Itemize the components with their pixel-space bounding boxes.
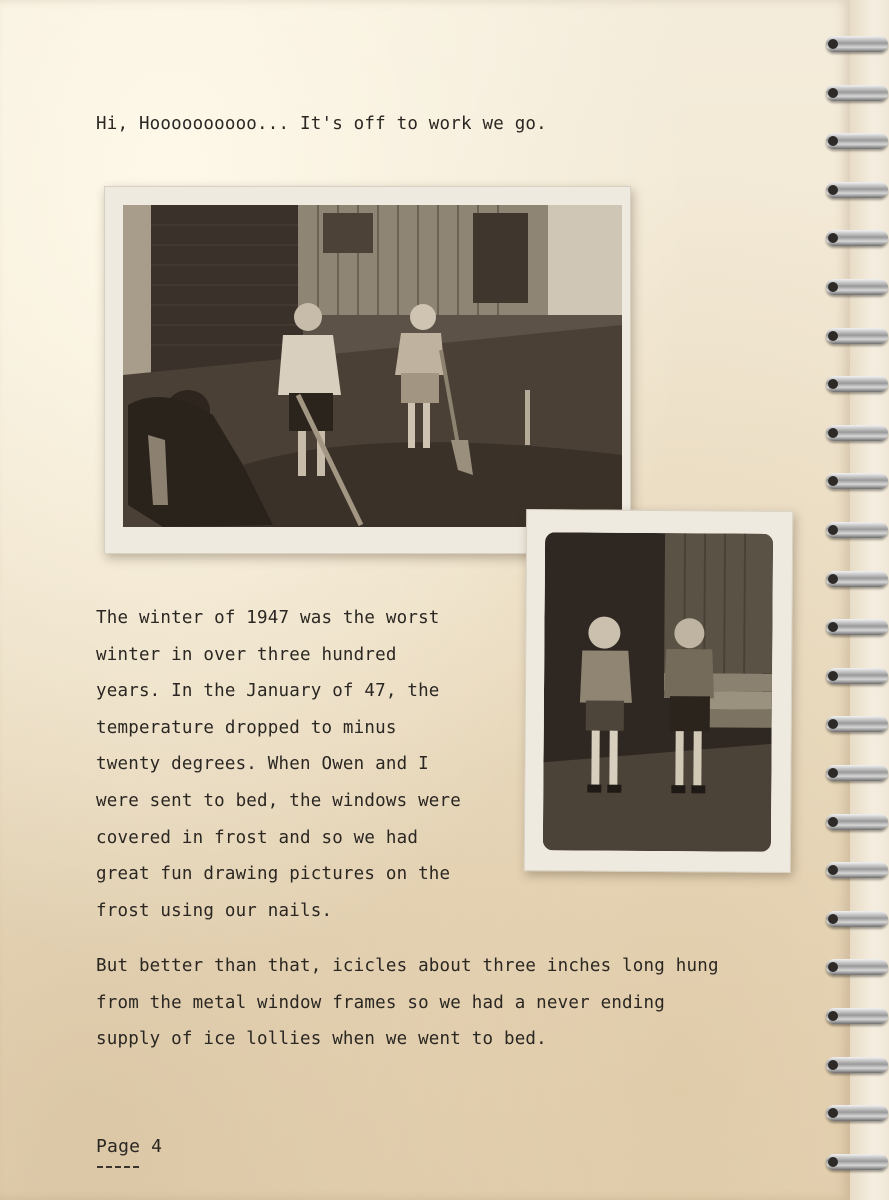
paragraph-line: frost using our nails. — [96, 900, 333, 921]
paragraph-line: But better than that, icicles about three inches long hung — [96, 956, 719, 976]
binding-ring-icon — [826, 473, 888, 489]
photo-children-digging — [104, 186, 631, 554]
binding-ring-icon — [826, 959, 888, 975]
paragraph-line: temperature dropped to minus — [96, 717, 397, 738]
binding-ring-icon — [826, 765, 888, 781]
binding-ring-icon — [826, 571, 888, 587]
binding-ring-icon — [826, 1057, 888, 1073]
paragraph-line: covered in frost and so we had — [96, 827, 419, 848]
paragraph-line: were sent to bed, the windows were — [96, 790, 462, 811]
paragraph-line: The winter of 1947 was the worst — [96, 608, 440, 628]
binding-ring-icon — [826, 230, 888, 246]
paragraph-line: years. In the January of 47, the — [96, 681, 440, 702]
winter-1947-paragraph — [96, 600, 516, 929]
page-number: Page 4 — [96, 1136, 163, 1157]
binding-ring-icon — [826, 1008, 888, 1024]
binding-ring-icon — [826, 376, 888, 392]
binding-ring-icon — [826, 328, 888, 344]
paragraph-line: great fun drawing pictures on the — [96, 864, 451, 885]
digging-scene-image — [123, 205, 622, 527]
binding-ring-icon — [826, 182, 888, 198]
binding-ring-icon — [826, 619, 888, 635]
binding-ring-icon — [826, 1105, 888, 1121]
binding-ring-icon — [826, 36, 888, 52]
binding-ring-icon — [826, 862, 888, 878]
intro-line: Hi, Hoooooooooo... It's off to work we go. — [96, 114, 547, 134]
binding-ring-icon — [826, 279, 888, 295]
binding-ring-icon — [826, 814, 888, 830]
binding-ring-icon — [826, 1154, 888, 1170]
paragraph-line: from the metal window frames so we had a never ending — [96, 992, 666, 1013]
page-number-underline — [97, 1166, 139, 1168]
binding-ring-icon — [826, 425, 888, 441]
binding-ring-icon — [826, 133, 888, 149]
binding-ring-icon — [826, 668, 888, 684]
paragraph-line: winter in over three hundred — [96, 644, 397, 665]
binding-ring-icon — [826, 716, 888, 732]
binding-ring-icon — [826, 85, 888, 101]
binding-ring-icon — [826, 911, 888, 927]
paragraph-line: supply of ice lollies when we went to bed. — [96, 1029, 547, 1050]
photo-two-boys — [524, 509, 794, 873]
binding-ring-icon — [826, 522, 888, 538]
paragraph-line: twenty degrees. When Owen and I — [96, 754, 429, 775]
two-boys-image — [543, 532, 773, 852]
icicles-paragraph — [96, 948, 786, 1058]
